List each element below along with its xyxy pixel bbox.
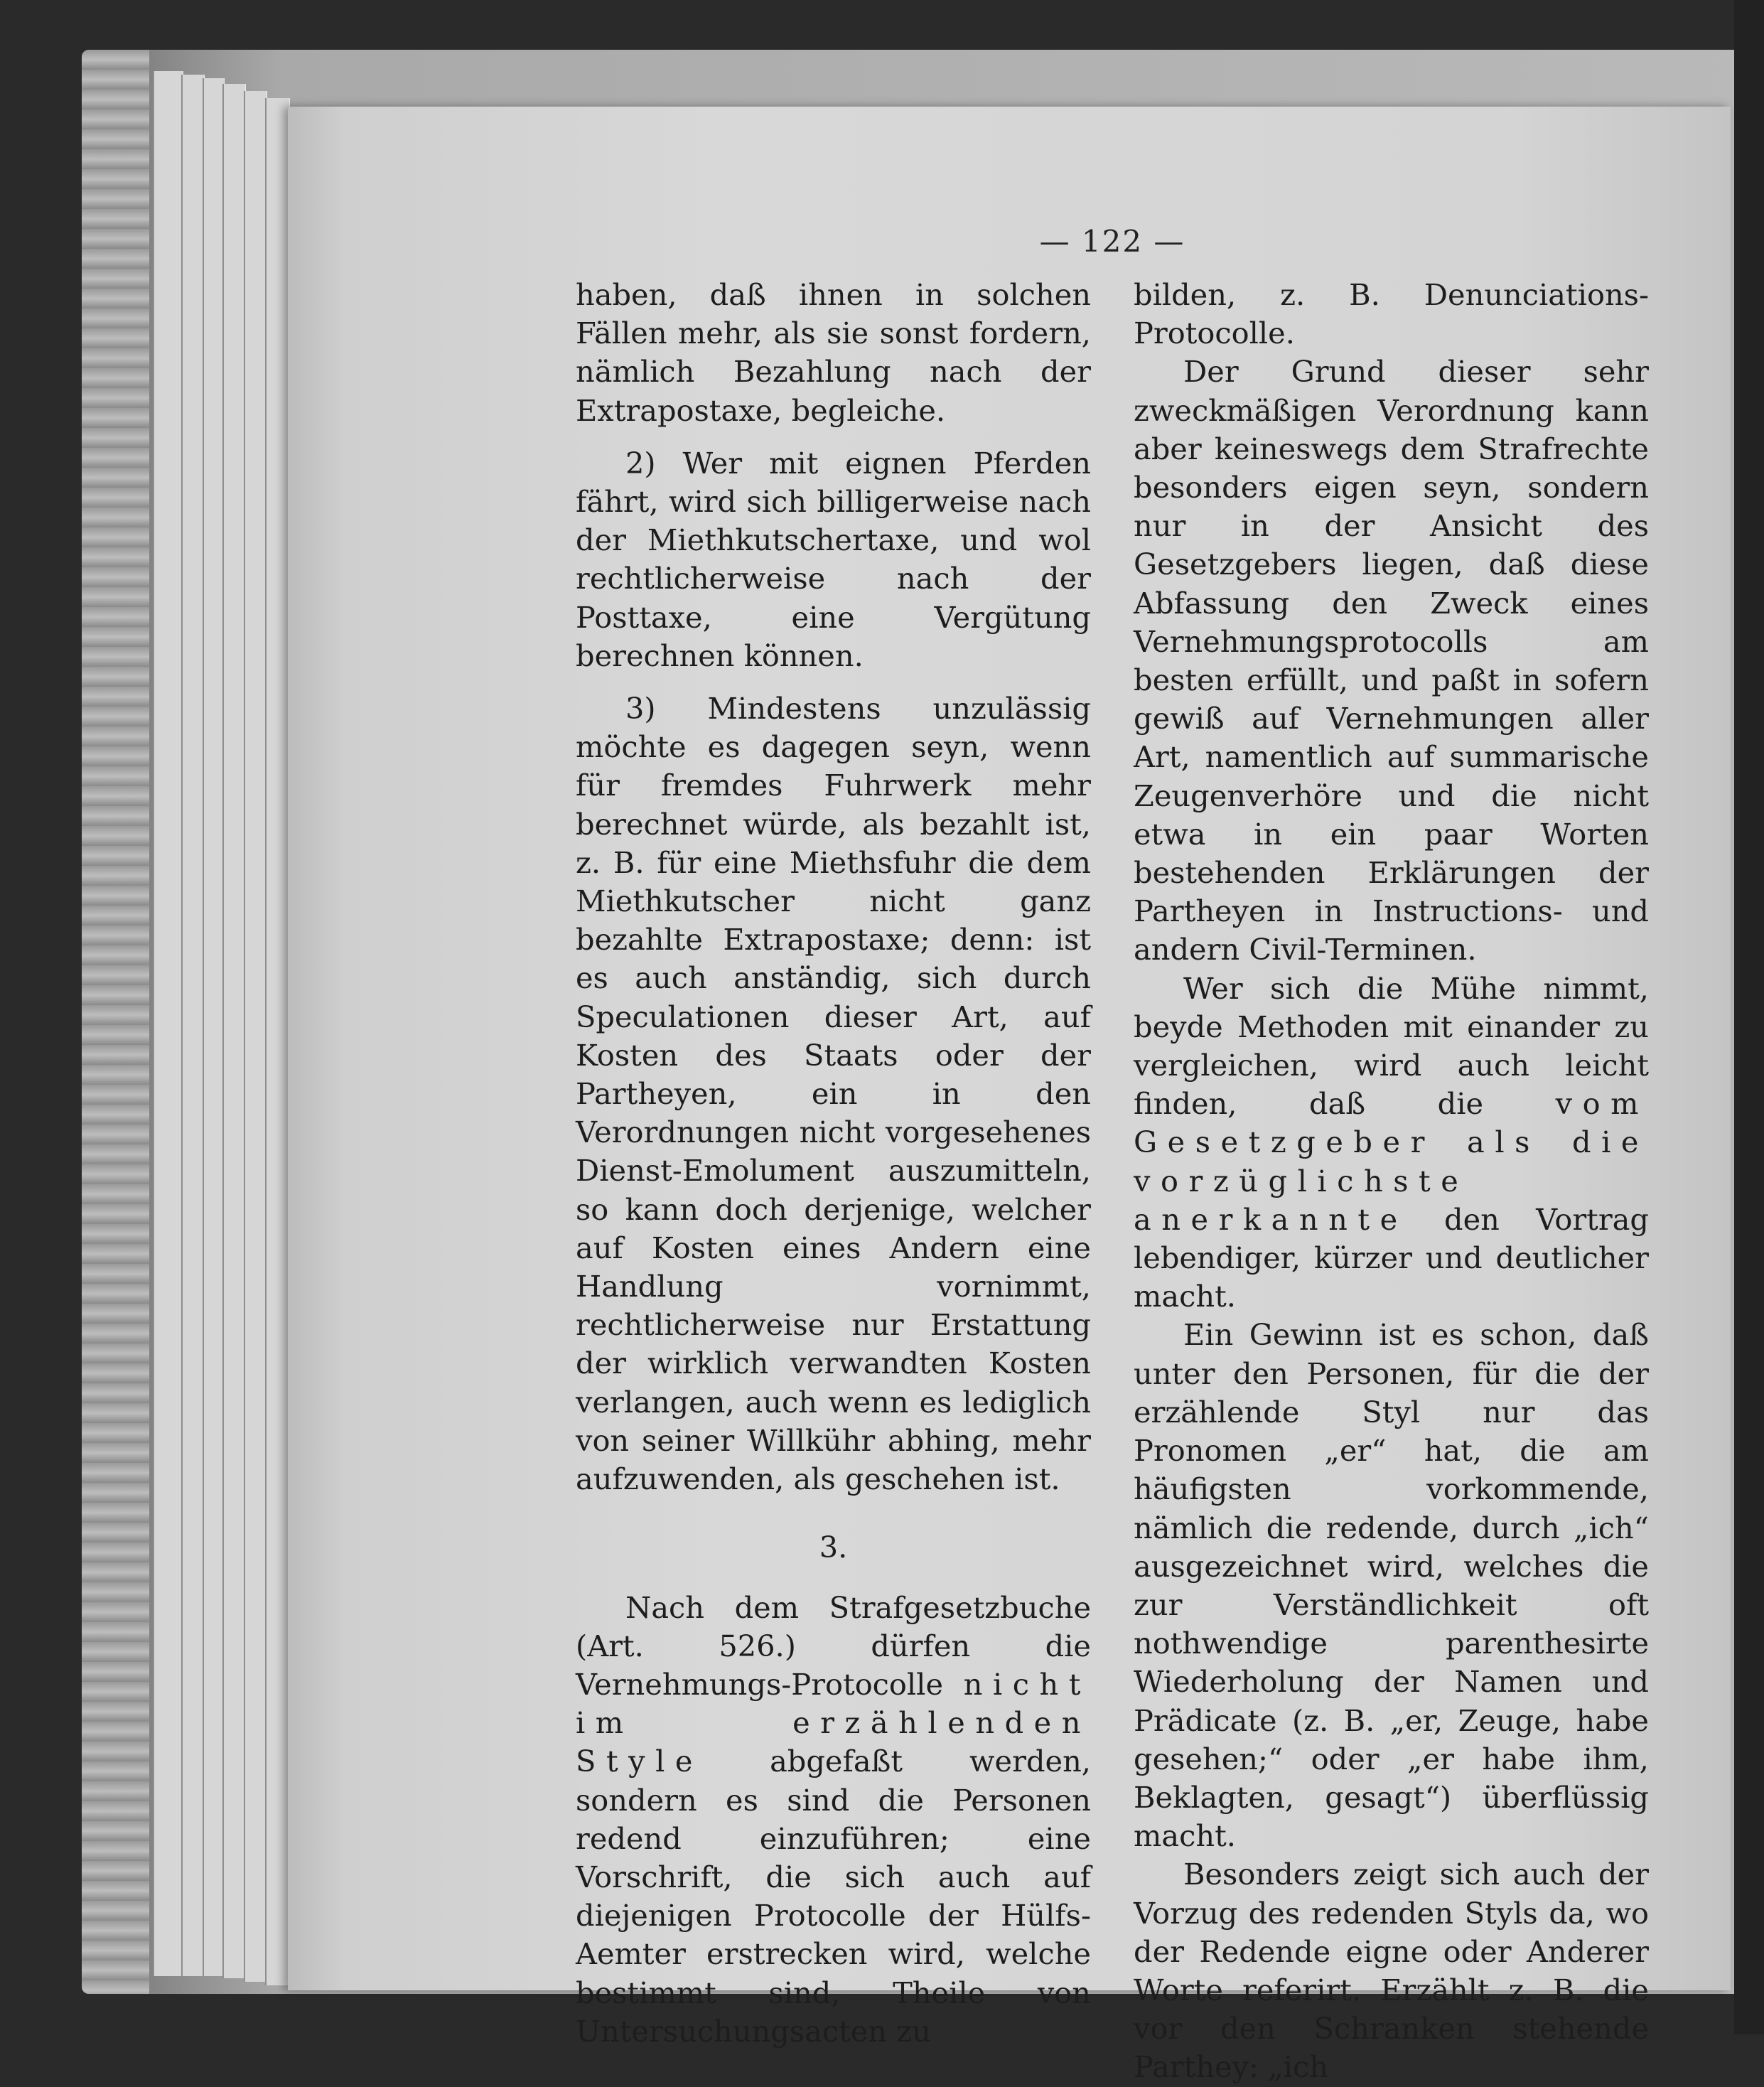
page-edge (181, 75, 205, 1976)
paragraph: Ein Gewinn ist es schon, daß unter den Personen, für die der erzählende Styl nur das Pronomen „er“ hat, die am häufigsten vorkommende, nämlich die redende, durch „ich“ ausgezeichnet wird, welches die zur Verständlichkeit oft nothwendige parenthesirte Wiederholung der Namen und Prädicate (z. B. „er, Zeuge, habe gesehen;“ oder „er habe ihm, Beklagten, gesagt“) überflüssig macht. (1134, 1317, 1649, 1854)
paragraph: Der Grund dieser sehr zweckmäßigen Verordnung kann aber keineswegs dem Strafrechte besonders eigen seyn, sondern nur in der Ansicht des Gesetzgebers liegen, daß diese Abfassung den Zweck eines Vernehmungsprotocolls am besten erfüllt, und paßt in sofern gewiß auf Vernehmungen aller Art, namentlich auf summarische Zeugenverhöre und die nicht etwa in ein paar Worten bestehenden Erklärungen der Partheyen in Instructions- und andern Civil-Terminen. (1134, 354, 1649, 967)
paragraph (1134, 970, 1649, 1316)
paragraph (576, 1589, 1091, 2051)
right-column (1134, 276, 1649, 2087)
section-number: 3. (819, 1530, 848, 1565)
page-edge (153, 71, 183, 1976)
text-run: den Vortrag lebendiger, kürzer und deutlicher macht. (1134, 1201, 1649, 1314)
paragraph: haben, daß ihnen in solchen Fällen mehr, als sie sonst fordern, nämlich Bezahlung nach der Extrapostaxe, begleiche. (576, 277, 1091, 428)
emphasized-text: vom Gesetzgeber als die vorzüglichste anerkannte (1134, 1086, 1649, 1237)
paragraph: 2) Wer mit eignen Pferden fährt, wird sich billigerweise nach der Miethkutschertaxe, und wol rechtlicherweise nach der Posttaxe, eine Vergütung berechnen können. (576, 445, 1091, 673)
page-edge (244, 91, 267, 1982)
text-run: Wer sich die Mühe nimmt, beyde Methoden mit einander zu vergleichen, wird auch leicht finden, daß die (1134, 970, 1649, 1122)
page-edge (203, 78, 225, 1976)
left-column (576, 276, 1091, 2051)
paragraph: bilden, z. B. Denunciations-Protocolle. (1134, 277, 1649, 351)
paragraph: Besonders zeigt sich auch der Vorzug des redenden Styls da, wo der Redende eigne oder Anderer Worte referirt. Erzählt z. B. die vor den Schranken stehende Parthey: „ich (1134, 1857, 1649, 2085)
book-spine (82, 50, 149, 1994)
emphasized-text: nicht im erzählenden Style (576, 1666, 1091, 1779)
page-number: — 122 — (1039, 224, 1185, 259)
page-edge (265, 98, 290, 1985)
paragraph: 3) Mindestens unzulässig möchte es dagegen seyn, wenn für fremdes Fuhrwerk mehr berechnet würde, als bezahlt ist, z. B. für eine Miethsfuhr die dem Miethkutscher nicht ganz bezahlte Extrapostaxe; denn: ist es auch anständig, sich durch Speculationen dieser Art, auf Kosten des Staats oder der Partheyen, ein in den Verordnungen nicht vorgesehenes Dienst-Emolument auszumitteln, so kann doch derjenige, welcher auf Kosten eines Andern eine Handlung vornimmt, rechtlicherweise nur Erstattung der wirklich verwandten Kosten verlangen, auch wenn es lediglich von seiner Willkühr abhing, mehr aufzuwenden, als geschehen ist. (576, 691, 1091, 1497)
text-run: Nach dem Strafgesetzbuche (Art. 526.) dürfen die Vernehmungs-Protocolle (576, 1589, 1091, 1702)
text-run: abgefaßt werden, sondern es sind die Personen redend einzuführen; eine Vorschrift, die sich auch auf diejenigen Protocolle der Hülfs-Aemter erstrecken wird, welche bestimmt sind, Theile von Untersuchungsacten zu (576, 1744, 1091, 2049)
background-edge (1734, 0, 1764, 2034)
page-edge (222, 84, 246, 1978)
